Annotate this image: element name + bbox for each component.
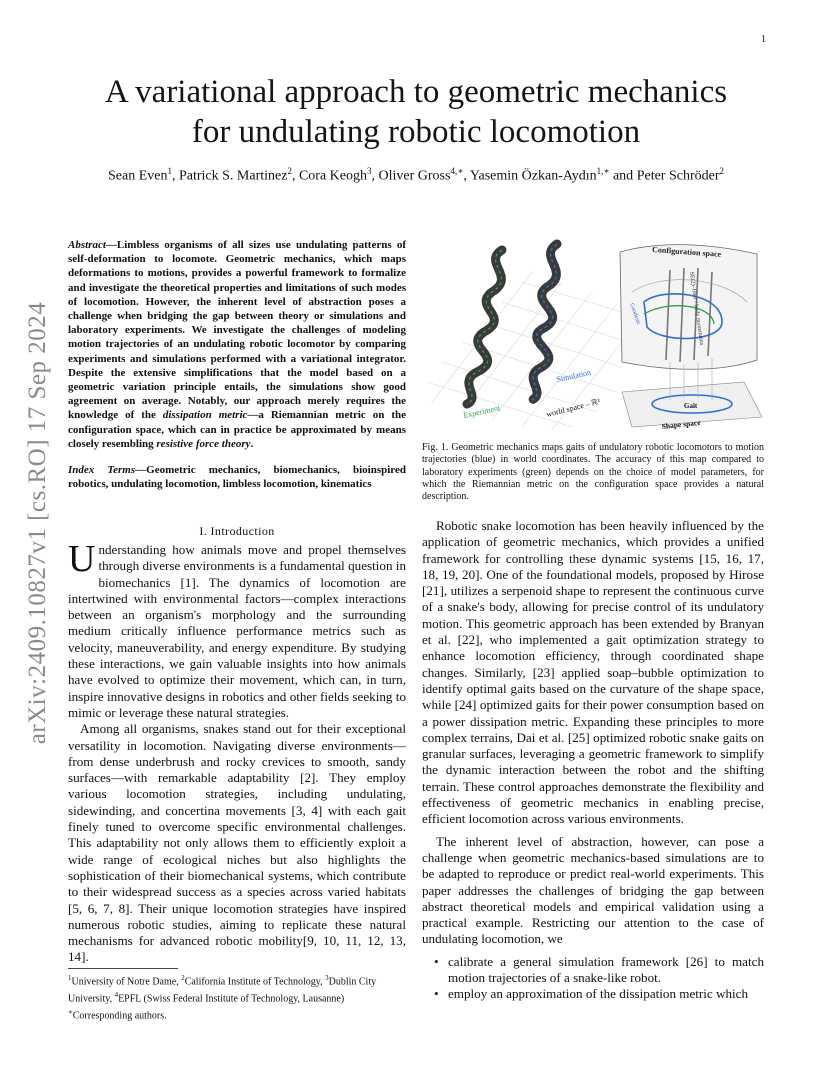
abstract-end: . <box>250 437 254 450</box>
author-affil: 1,∗ <box>596 166 610 176</box>
figure-1-illustration <box>422 232 764 432</box>
abstract-emph-1: dissipation metric <box>162 409 248 422</box>
world-space-label: world space – ℝ² <box>545 396 602 419</box>
author: Cora Keogh <box>298 168 368 184</box>
author-affil: 3 <box>367 166 372 176</box>
author: Patrick S. Martinez <box>178 168 288 184</box>
affil-2: California Institute of Technology, <box>184 976 326 988</box>
index-terms <box>68 463 406 491</box>
author-affil: 1 <box>167 166 172 176</box>
intro-right-column <box>422 518 764 1003</box>
arxiv-stamp-text: arXiv:2409.10827v1 [cs.RO] 17 Sep 2024 <box>24 301 51 745</box>
simulation-snake <box>532 244 557 400</box>
paper-title <box>60 72 772 152</box>
corresponding-note: Corresponding authors. <box>72 1010 167 1022</box>
author: Oliver Gross <box>378 168 451 184</box>
title-line-1: A variational approach to geometric mechanics <box>104 74 728 110</box>
footnote-rule <box>68 968 178 969</box>
author-affil: 4,∗ <box>450 166 464 176</box>
section-title: I. Introduction <box>199 524 275 538</box>
abstract-text-2: —a Riemannian metric on the configuration space, which can in practice be approximated by means closely resembling <box>68 409 406 450</box>
index-text: Geometric mechanics, biomechanics, bioinspired robotics, undulating locomotion, limbless locomotion, kinematics <box>68 464 406 491</box>
abstract <box>68 238 406 451</box>
index-label: Index Terms— <box>68 464 147 476</box>
author: Sean Even <box>108 168 168 184</box>
right-paragraph-2: The inherent level of abstraction, however, can pose a challenge when geometric mechanics-based simulations are to be adapted to reproduce or predict real-world experiments. This paper addresses the challenges of bridging the gap between abstract theoretical models and empirical validation using a practical example. Restricting our attention to the case of undulating locomotion, we <box>422 833 764 947</box>
author-affil: 2 <box>719 166 724 176</box>
fiber-label: SE(2)–fiber / body movements <box>688 271 705 346</box>
list-item: • employ an approximation of the dissipation metric which <box>422 986 764 1002</box>
author: Peter Schröder <box>636 168 720 184</box>
affil-3: Dublin City University, <box>68 976 377 1005</box>
abstract-emph-2: resistive force theory <box>156 437 251 450</box>
figure-1 <box>422 232 764 432</box>
geodesic-label: Geodesic <box>628 302 642 326</box>
author-affil: 2 <box>287 166 292 176</box>
intro-paragraph-1 <box>68 538 406 721</box>
abstract-text: Limbless organisms of all sizes use undulating patterns of self-deformation to locomote. Geometric mechanics, which maps deformations to motions, provides a powerful framework to formalize and investigate the theoretical properties and limitations of such modes of locomotion. However, the inherent level of abstraction poses a challenge when bridging the gap between theory or simulations and laboratory experiments. We investigate the challenges of modeling motion trajectories of an undulating robotic locomotor by comparing experiments and simulations performed with a variational integrator. Despite the extensive simplifications that the model based on a geometric variation principle entails, the simulations show good agreement on average. Notably, our approach merely requires the knowledge of the <box>68 239 406 422</box>
gait-label: Gait <box>684 402 698 410</box>
contribution-list <box>422 954 764 1003</box>
author-list: Sean Even$^1$, Patrick S. Martinez$^2$, Cora Keogh$^3$, Oliver Gross$^{4,∗}$, Yasemin Özkan-Aydın$^{1,∗}$ and Peter Schröder$^2$ <box>108 166 724 184</box>
intro-p1-text: nderstanding how animals move and propel themselves through diverse environments is a fundamental question in biomechanics [1]. The dynamics of locomotion are intertwined with environmental factors—complex interactions between an organism's morphology and the surrounding medium critically influence performance metrics such as velocity, maneuverability, and energy expenditure. By studying these interactions, we gain valuable insights into how animals have evolved to optimize their movement, which can, in turn, inspire innovative designs in robotics and other fields seeking to mimic or leverage these natural strategies. <box>68 542 406 720</box>
shape-space-label: Shape space <box>661 417 701 431</box>
intro-paragraph-2: Among all organisms, snakes stand out for their exceptional versatility in locomotion. Navigating diverse environments—from dense underbrush and rocky crevices to smooth, sandy surfaces—with remarkable adaptability [2]. They employ various locomotion strategies, including undulating, sidewinding, and concertina movements [3, 4] with each gait finely tuned to overcome specific environmental challenges. This adaptability not only allows them to efficiently exploit a wide range of ecological niches but also highlights the sophistication of their biomechanical systems, which contribute to their widespread success as a species across varied habitats [5, 6, 7, 8]. Their unique locomotion strategies have inspired numerous robotic studies, aiming to replicate these natural mechanisms for advanced robotic mobility[9, 10, 11, 12, 13, 14]. <box>68 721 406 965</box>
figure-caption <box>422 442 764 503</box>
drop-cap: U <box>68 538 96 580</box>
list-item: • calibrate a general simulation framework [26] to match motion trajectories of a snake-like robot. <box>422 954 764 987</box>
caption-text: Geometric mechanics maps gaits of undulatory robotic locomotors to motion trajectories (blue) in world coordinates. The accuracy of this map compared to laboratory experiments (green) depends on the choice of model parameters, for which the Riemannian metric on the configuration space provides a natural description. <box>422 442 764 503</box>
author: Yasemin Özkan-Aydın <box>469 168 597 184</box>
affil-1: University of Notre Dame, <box>71 976 182 988</box>
abstract-label: Abstract— <box>68 239 117 251</box>
simulation-label: Simulation <box>555 367 592 384</box>
experiment-snake <box>467 250 502 404</box>
title-line-2: for undulating robotic locomotion <box>191 114 641 150</box>
right-paragraph-1: Robotic snake locomotion has been heavily influenced by the application of geometric mechanics, which provides a unified framework for controlling these dynamic systems [15, 16, 17, 18, 19, 20]. One of the foundational models, proposed by Hirose [21], utilizes a serpenoid shape to represent the continuous curve of a snake's body, allowing for precise control of its undulatory motion. This geometric approach has been extended by Branyan et al. [22], who implemented a gait optimization strategy to enhance locomotion efficiency, through coordinated shape changes. Similarly, [23] applied soap–bubble optimization to identify optimal gaits based on the curvature of the shape space, while [24] optimized gaits for their power consumption based on a power dissipation metric. Expanding these principles to more complex terrains, Dai et al. [25] optimized robotic snake gaits on granular surfaces, leveraging a geometric framework to simplify the dynamic interaction between the robot and the shifting terrain. These control approaches demonstrate the flexibility and effectiveness of geometric mechanics in enabling precise, efficient locomotion across various environments. <box>422 518 764 827</box>
page-number: 1 <box>761 34 766 45</box>
arxiv-stamp <box>18 288 58 758</box>
footnote: $^1$University of Notre Dame, $^2$California Institute of Technology, $^3$Dublin City University, $^4$EPFL (Swiss Federal Institute of Technology, Lausanne) ∗Corresponding authors. <box>68 974 377 1022</box>
affil-4: EPFL (Swiss Federal Institute of Technology, Lausanne) <box>118 993 345 1005</box>
configuration-space-label: Configuration space <box>651 245 722 259</box>
caption-label: Fig. 1. <box>422 442 449 453</box>
intro-left-column <box>68 538 406 966</box>
experiment-label: Experiment <box>462 403 501 420</box>
